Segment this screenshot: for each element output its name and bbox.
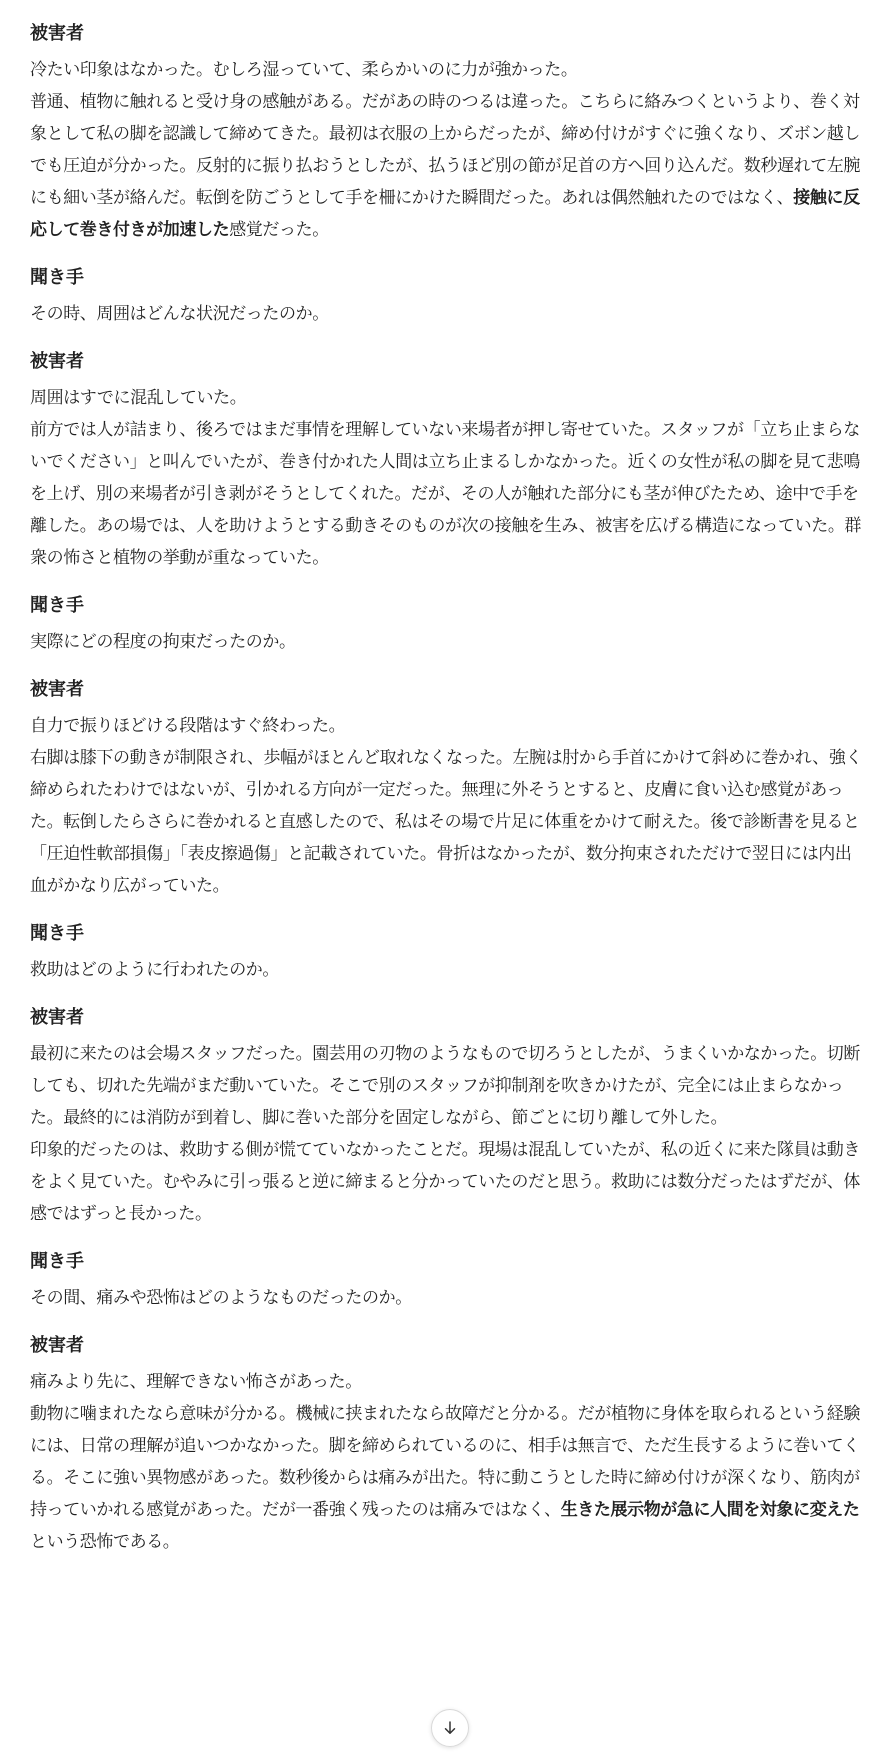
transcript-paragraph — [30, 1282, 866, 1314]
text-segment: 実際にどの程度の拘束だったのか。 — [30, 632, 296, 652]
arrow-down-icon — [441, 1719, 459, 1737]
speaker-label: 聞き手 — [30, 923, 84, 944]
speaker-label: 被害者 — [30, 351, 84, 372]
emphasized-text: 生きた展示物が急に人間を対象に変えた — [560, 1500, 860, 1520]
transcript-block — [30, 266, 866, 330]
transcript-paragraph — [30, 86, 866, 246]
interview-transcript — [30, 22, 866, 1578]
text-segment: 痛みより先に、理解できない怖さがあった。 — [30, 1372, 362, 1392]
speaker-label: 聞き手 — [30, 1251, 84, 1272]
text-segment: その時、周囲はどんな状況だったのか。 — [30, 304, 329, 324]
text-segment: 救助はどのように行われたのか。 — [30, 960, 279, 980]
transcript-block — [30, 922, 866, 986]
transcript-block — [30, 594, 866, 658]
text-segment: 最初に来たのは会場スタッフだった。園芸用の刃物のようなもので切ろうとしたが、うまくいかなかった。切断しても、切れた先端がまだ動いていた。そこで別のスタッフが抑制剤を吹きかけたが、完全には止まらなかった。最終的には消防が到着し、脚に巻いた部分を固定しながら、節ごとに切り離して外した。 — [30, 1044, 860, 1128]
transcript-paragraph — [30, 710, 866, 742]
speaker-label: 聞き手 — [30, 267, 84, 288]
text-segment: 印象的だったのは、救助する側が慌てていなかったことだ。現場は混乱していたが、私の近くに来た隊員は動きをよく見ていた。むやみに引っ張ると逆に締まると分かっていたのだと思う。救助には数分だったはずだが、体感ではずっと長かった。 — [30, 1140, 860, 1224]
transcript-paragraph — [30, 1366, 866, 1398]
speaker-label: 被害者 — [30, 679, 84, 700]
transcript-block — [30, 1334, 866, 1558]
text-segment: 冷たい印象はなかった。むしろ湿っていて、柔らかいのに力が強かった。 — [30, 60, 578, 80]
text-segment: 自力で振りほどける段階はすぐ終わった。 — [30, 716, 346, 736]
speaker-label: 被害者 — [30, 1335, 84, 1356]
speaker-label: 被害者 — [30, 1007, 84, 1028]
transcript-paragraph — [30, 626, 866, 658]
transcript-block — [30, 1006, 866, 1230]
emphasized-text: 接触に反応して巻き付きが加速した — [30, 188, 860, 240]
text-segment: という恐怖である。 — [30, 1532, 180, 1552]
speaker-label: 聞き手 — [30, 595, 84, 616]
text-segment: 右脚は膝下の動きが制限され、歩幅がほとんど取れなくなった。左腕は肘から手首にかけて斜めに巻かれ、強く締められたわけではないが、引かれる方向が一定だった。無理に外そうとすると、皮膚に食い込む感覚があった。転倒したらさらに巻かれると直感したので、私はその場で片足に体重をかけて耐えた。後で診断書を見ると「圧迫性軟部損傷」「表皮擦過傷」と記載されていた。骨折はなかったが、数分拘束されただけで翌日には内出血がかなり広がっていた。 — [30, 748, 863, 896]
transcript-block — [30, 678, 866, 902]
text-segment: 普通、植物に触れると受け身の感触がある。だがあの時のつるは違った。こちらに絡みつくというより、巻く対象として私の脚を認識して締めてきた。最初は衣服の上からだったが、締め付けがすぐに強くなり、ズボン越しでも圧迫が分かった。反射的に振り払おうとしたが、払うほど別の節が足首の方へ回り込んだ。数秒遅れて左腕にも細い茎が絡んだ。転倒を防ごうとして手を柵にかけた瞬間だった。あれは偶然触れたのではなく、 — [30, 92, 860, 208]
transcript-paragraph — [30, 54, 866, 86]
transcript-paragraph — [30, 954, 866, 986]
scroll-down-button[interactable] — [431, 1709, 469, 1747]
transcript-paragraph — [30, 298, 866, 330]
text-segment: その間、痛みや恐怖はどのようなものだったのか。 — [30, 1288, 412, 1308]
transcript-block — [30, 1250, 866, 1314]
speaker-label: 被害者 — [30, 23, 84, 44]
transcript-paragraph — [30, 742, 866, 902]
transcript-paragraph — [30, 1038, 866, 1134]
transcript-block — [30, 350, 866, 574]
text-segment: 周囲はすでに混乱していた。 — [30, 388, 247, 408]
transcript-paragraph — [30, 1134, 866, 1230]
transcript-block — [30, 22, 866, 246]
text-segment: 前方では人が詰まり、後ろではまだ事情を理解していない来場者が押し寄せていた。スタッフが「立ち止まらないでください」と叫んでいたが、巻き付かれた人間は立ち止まるしかなかった。近くの女性が私の脚を見て悲鳴を上げ、別の来場者が引き剥がそうとしてくれた。だが、その人が触れた部分にも茎が伸びたため、途中で手を離した。あの場では、人を助けようとする動きそのものが次の接触を生み、被害を広げる構造になっていた。群衆の怖さと植物の挙動が重なっていた。 — [30, 420, 862, 568]
text-segment: 感覚だった。 — [229, 220, 329, 240]
text-segment: 動物に噛まれたなら意味が分かる。機械に挟まれたなら故障だと分かる。だが植物に身体を取られるという経験には、日常の理解が追いつかなかった。脚を締められているのに、相手は無言で、ただ生長するように巻いてくる。そこに強い異物感があった。数秒後からは痛みが出た。特に動こうとした時に締め付けが深くなり、筋肉が持っていかれる感覚があった。だが一番強く残ったのは痛みではなく、 — [30, 1404, 860, 1520]
transcript-paragraph — [30, 414, 866, 574]
transcript-paragraph — [30, 1398, 866, 1558]
transcript-paragraph — [30, 382, 866, 414]
